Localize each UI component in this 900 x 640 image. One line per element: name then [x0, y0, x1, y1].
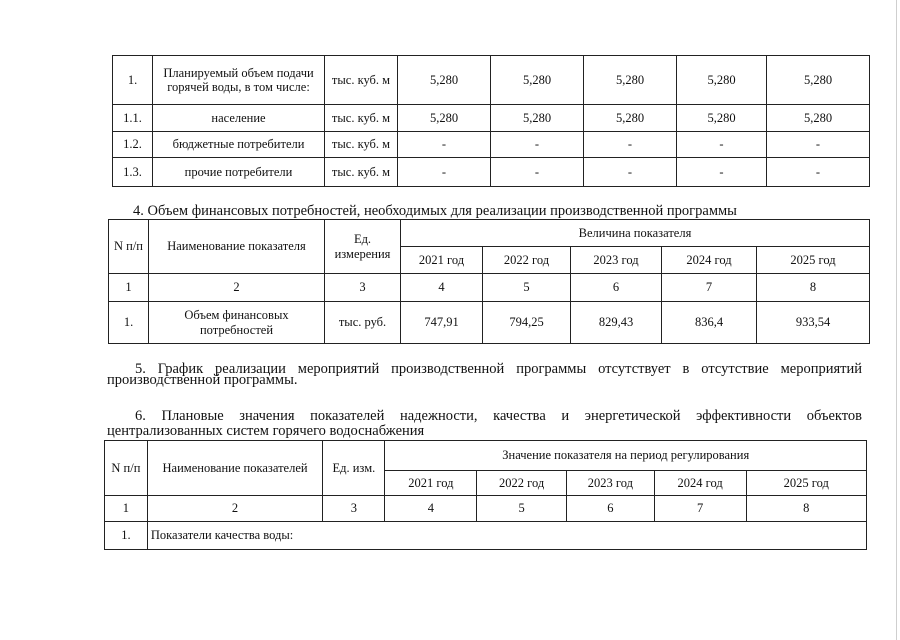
- index-cell: 6: [567, 496, 655, 522]
- value-cell: 5,280: [398, 56, 491, 105]
- row-name: бюджетные потребители: [153, 132, 325, 158]
- header-row: [105, 441, 867, 471]
- column-header-name: Наименование показателя: [149, 220, 325, 274]
- value-cell: -: [677, 158, 767, 187]
- table-row: [113, 105, 870, 132]
- value-cell: 5,280: [767, 105, 870, 132]
- row-name: Планируемый объем подачи горячей воды, в том числе:: [153, 56, 325, 105]
- index-cell: 8: [757, 274, 870, 302]
- index-cell: 1: [105, 496, 148, 522]
- table-row: [105, 522, 867, 550]
- index-cell: 1: [109, 274, 149, 302]
- value-cell: 5,280: [584, 56, 677, 105]
- value-cell: -: [584, 132, 677, 158]
- value-cell: -: [398, 158, 491, 187]
- row-number: 1.3.: [113, 158, 153, 187]
- value-cell: 5,280: [677, 105, 767, 132]
- finance-table: [108, 219, 870, 344]
- row-number: 1.: [105, 522, 148, 550]
- value-cell: 5,280: [767, 56, 870, 105]
- indicators-table: [104, 440, 867, 550]
- row-unit: тыс. руб.: [325, 302, 401, 344]
- table-row: [113, 56, 870, 105]
- column-header-year: 2022 год: [477, 471, 567, 496]
- row-name: Объем финансовых потребностей: [149, 302, 325, 344]
- section-5-line-2: производственной программы.: [107, 372, 298, 388]
- row-unit: тыс. куб. м: [325, 158, 398, 187]
- column-header-unit: Ед. измерения: [325, 220, 401, 274]
- row-unit: тыс. куб. м: [325, 56, 398, 105]
- table-row: [113, 158, 870, 187]
- value-cell: -: [767, 132, 870, 158]
- value-cell: 5,280: [584, 105, 677, 132]
- row-name: прочие потребители: [153, 158, 325, 187]
- column-header-name: Наименование показателей: [147, 441, 322, 496]
- index-cell: 5: [483, 274, 571, 302]
- column-header-year: 2023 год: [567, 471, 655, 496]
- column-header-number: N п/п: [109, 220, 149, 274]
- section-6-line-1: 6. Плановые значения показателей надежности, качества и энергетической эффективности объектов: [135, 408, 862, 424]
- value-cell: 747,91: [401, 302, 483, 344]
- column-header-year: 2024 год: [662, 247, 757, 274]
- index-cell: 8: [746, 496, 866, 522]
- index-cell: 3: [323, 496, 385, 522]
- section-6-line-2: централизованных систем горячего водоснабжения: [107, 423, 425, 439]
- row-number: 1.1.: [113, 105, 153, 132]
- row-unit: тыс. куб. м: [325, 132, 398, 158]
- column-header-value: Значение показателя на период регулирования: [385, 441, 867, 471]
- column-header-unit: Ед. изм.: [323, 441, 385, 496]
- value-cell: 933,54: [757, 302, 870, 344]
- value-cell: 836,4: [662, 302, 757, 344]
- column-header-year: 2021 год: [385, 471, 477, 496]
- volume-table: [112, 55, 870, 187]
- section-5-line-1: 5. График реализации мероприятий производственной программы отсутствует в отсутствие мероприятий: [135, 361, 862, 377]
- value-cell: -: [767, 158, 870, 187]
- row-number: 1.2.: [113, 132, 153, 158]
- section-4-heading: 4. Объем финансовых потребностей, необходимых для реализации производственной программы: [133, 203, 737, 219]
- value-cell: 5,280: [491, 56, 584, 105]
- row-number: 1.: [109, 302, 149, 344]
- row-unit: тыс. куб. м: [325, 105, 398, 132]
- value-cell: -: [491, 158, 584, 187]
- column-header-year: 2025 год: [757, 247, 870, 274]
- index-cell: 4: [401, 274, 483, 302]
- index-cell: 3: [325, 274, 401, 302]
- value-cell: 5,280: [491, 105, 584, 132]
- index-row: [109, 274, 870, 302]
- column-header-value: Величина показателя: [401, 220, 870, 247]
- column-header-year: 2024 год: [654, 471, 746, 496]
- index-cell: 2: [149, 274, 325, 302]
- value-cell: -: [677, 132, 767, 158]
- header-row: [109, 220, 870, 247]
- table-row: [109, 302, 870, 344]
- column-header-year: 2022 год: [483, 247, 571, 274]
- value-cell: -: [491, 132, 584, 158]
- index-cell: 7: [662, 274, 757, 302]
- index-cell: 6: [571, 274, 662, 302]
- value-cell: 5,280: [677, 56, 767, 105]
- value-cell: 5,280: [398, 105, 491, 132]
- index-cell: 5: [477, 496, 567, 522]
- index-cell: 4: [385, 496, 477, 522]
- row-name: население: [153, 105, 325, 132]
- column-header-year: 2021 год: [401, 247, 483, 274]
- index-cell: 2: [147, 496, 322, 522]
- page-edge: [896, 0, 897, 640]
- index-row: [105, 496, 867, 522]
- column-header-year: 2023 год: [571, 247, 662, 274]
- row-name: Показатели качества воды:: [147, 522, 866, 550]
- value-cell: 829,43: [571, 302, 662, 344]
- value-cell: -: [584, 158, 677, 187]
- value-cell: 794,25: [483, 302, 571, 344]
- column-header-number: N п/п: [105, 441, 148, 496]
- column-header-year: 2025 год: [746, 471, 866, 496]
- value-cell: -: [398, 132, 491, 158]
- index-cell: 7: [654, 496, 746, 522]
- table-row: [113, 132, 870, 158]
- row-number: 1.: [113, 56, 153, 105]
